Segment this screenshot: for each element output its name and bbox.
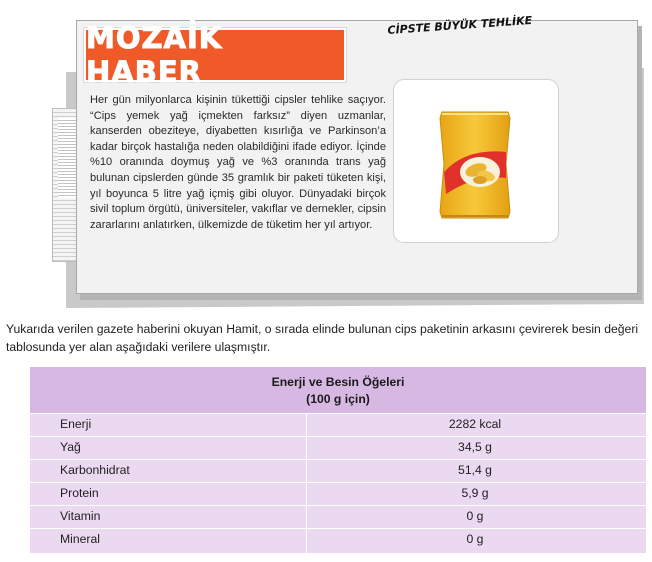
chips-bag-image [436, 108, 514, 220]
row-value: 5,9 g [461, 486, 489, 500]
row-value: 34,5 g [458, 440, 492, 454]
table-subtitle: (100 g için) [306, 392, 370, 406]
row-nutrient: Vitamin [60, 509, 101, 523]
table-header [30, 367, 646, 413]
newspaper-article: Her gün milyonlarca kişinin tükettiği cipsler tehlike saçıyor. “Cips yemek yağ içmekten farksız” diyen uzmanlar, kanserden obeziteye, diyabetten kısırlığa ve Parkinson’a kadar birçok hastalığa neden olabildiğini ifade ediyor. İçinde %10 oranında doymuş yağ ve %3 oranında trans yağ bulunan cipslerden günde 35 gramlık bir paketi tüketen kişi, yıl boyunca 5 litre yağ içmiş gibi oluyor. Dünyadaki birçok sivil toplum örgütü, üniversiteler, vakıflar ve dernekler, cipsin zararlarını anlatırken, ülkemizde de tüketim her yıl artıyor. [90, 94, 386, 231]
table-title: Enerji ve Besin Öğeleri [271, 375, 405, 389]
table-row [30, 459, 646, 480]
newspaper-headline: CİPSTE BÜYÜK TEHLİKE [387, 13, 533, 38]
row-value: 2282 kcal [448, 417, 502, 431]
table-row [30, 505, 646, 526]
row-value: 51,4 g [458, 463, 492, 477]
table-row [30, 528, 646, 549]
nutrition-table [30, 367, 646, 553]
row-nutrient: Mineral [60, 532, 100, 546]
table-row [30, 436, 646, 457]
row-nutrient: Protein [60, 486, 99, 500]
table-row [30, 482, 646, 503]
row-nutrient: Karbonhidrat [60, 463, 130, 477]
row-value: 0 g [466, 509, 484, 523]
row-nutrient: Yağ [60, 440, 81, 454]
table-row [30, 413, 646, 434]
row-nutrient: Enerji [60, 417, 92, 431]
newspaper-logo [84, 21, 346, 89]
intro-paragraph: Yukarıda verilen gazete haberini okuyan Hamit, o sırada elinde bulunan cips paketinin arkasını çevirerek besin değeri tablosunda yer alan aşağıdaki verilere ulaşmıştır. [6, 322, 639, 354]
newspaper-logo-text: MOZAİK HABER [86, 21, 223, 89]
row-value: 0 g [466, 532, 484, 546]
